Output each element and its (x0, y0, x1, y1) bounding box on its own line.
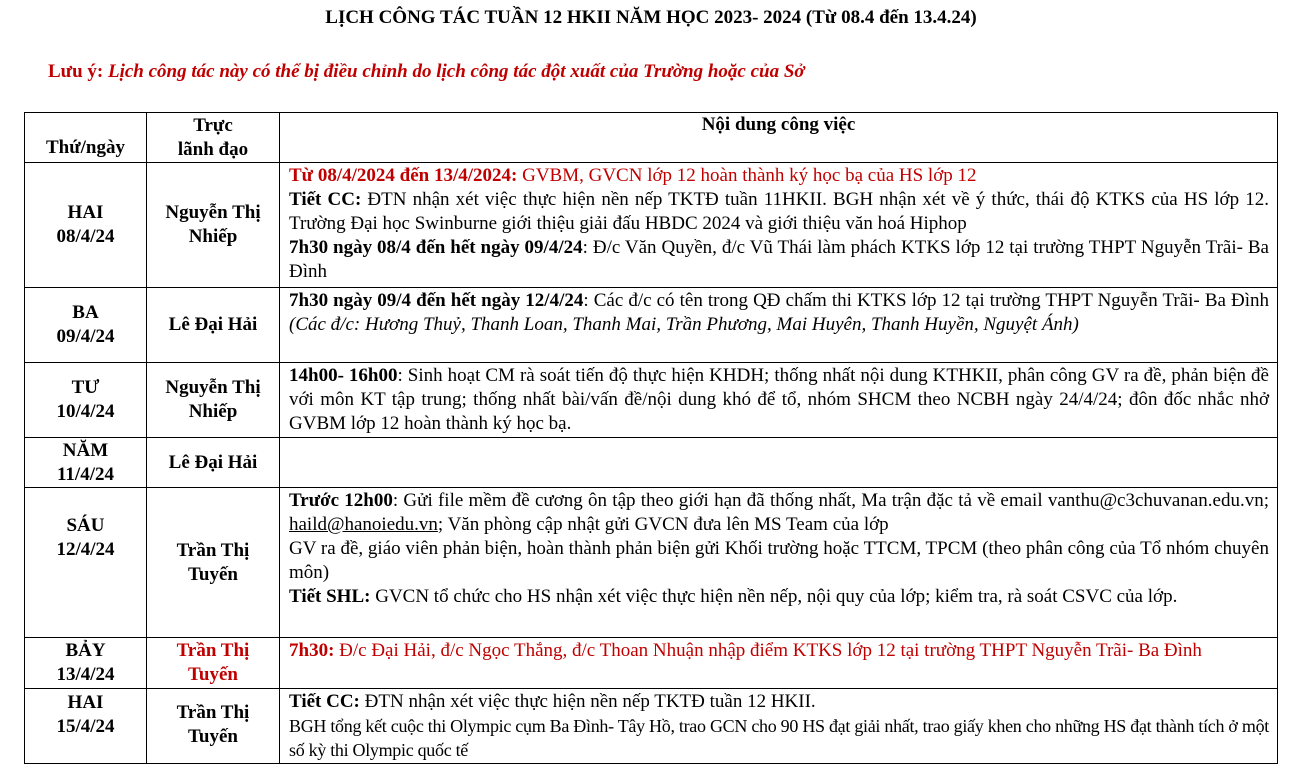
item-text: : Các đ/c có tên trong QĐ chấm thi KTKS lớp 12 tại trường THPT Nguyễn Trãi- Ba Đình (583, 290, 1270, 311)
header-content: Nội dung công việc (280, 113, 1278, 163)
item-label: 7h30: (289, 640, 335, 661)
content-cell (280, 638, 1278, 689)
table-row (25, 288, 1278, 363)
content-item (289, 489, 1269, 537)
day-date: 12/4/24 (56, 539, 115, 560)
item-text: GVBM, GVCN lớp 12 hoàn thành ký học bạ của HS lớp 12 (517, 165, 977, 186)
leader-cell (147, 363, 280, 438)
item-label: Tiết CC: (289, 189, 362, 210)
item-text: GV ra đề, giáo viên phản biện, hoàn thành phản biện gửi Khối trường hoặc TTCM, TPCM (theo phân công của Tổ nhóm chuyên môn) (289, 538, 1269, 583)
table-row (25, 363, 1278, 438)
day-cell (25, 363, 147, 438)
note (48, 60, 805, 84)
content-item (289, 639, 1269, 663)
item-text: : Gửi file mềm đề cương ôn tập theo giới hạn đã thống nhất, Ma trận đặc tả về email vanthu@c3chuvanan.edu.vn; (392, 490, 1270, 511)
content-cell (280, 288, 1278, 363)
day-name: HAI (67, 692, 104, 713)
day-date: 13/4/24 (56, 664, 115, 685)
header-day: Thứ/ngày (25, 113, 147, 163)
item-text: GVCN tổ chức cho HS nhận xét việc thực hiện nền nếp, nội quy của lớp; kiểm tra, rà soát CSVC của lớp. (370, 586, 1178, 607)
content-item (289, 714, 1269, 762)
table-row (25, 488, 1278, 638)
item-label: 7h30 ngày 09/4 đến hết ngày 12/4/24 (289, 290, 584, 311)
leader-name-line1: Trần Thị (176, 702, 250, 723)
note-text: Lịch công tác này có thể bị điều chỉnh do lịch công tác đột xuất của Trường hoặc của Sở (107, 61, 805, 82)
leader-name-line1: Nguyễn Thị (165, 202, 261, 223)
leader-name-line2: Nhiếp (188, 401, 238, 422)
content-cell (280, 689, 1278, 764)
day-cell (25, 638, 147, 689)
content-item (289, 164, 1269, 188)
item-text: ; Văn phòng cập nhật gửi GVCN đưa lên MS Team của lớp (437, 514, 889, 535)
content-cell (280, 438, 1278, 488)
item-text: : Sinh hoạt CM rà soát tiến độ thực hiện KHDH; thống nhất nội dung KTHKII, phân công GV ra đề, phản biện đề với môn KT tập trung; thống nhất bài/vấn đề/nội dung khó để tổ, nhóm SHCM theo NCBH ngày 24/4/24; đôn đốc nhắc nhở GVBM lớp 12 hoàn thành ký học bạ. (289, 365, 1269, 434)
day-name: BA (72, 302, 99, 323)
table-row (25, 689, 1278, 764)
day-date: 08/4/24 (56, 226, 115, 247)
leader-name-line1: Lê Đại Hải (168, 314, 258, 335)
item-text: Đ/c Đại Hải, đ/c Ngọc Thắng, đ/c Thoan Nhuận nhập điểm KTKS lớp 12 tại trường THPT Nguyễn Trãi- Ba Đình (334, 640, 1202, 661)
content-item (289, 236, 1269, 284)
content-item (289, 537, 1269, 585)
page-title: LỊCH CÔNG TÁC TUẦN 12 HKII NĂM HỌC 2023- 2024 (Từ 08.4 đến 13.4.24) (325, 7, 977, 28)
item-label: Từ 08/4/2024 đến 13/4/2024: (289, 165, 518, 186)
table-row (25, 438, 1278, 488)
content-item (289, 585, 1269, 609)
day-date: 11/4/24 (56, 463, 114, 485)
content-cell (280, 163, 1278, 288)
day-cell (25, 438, 147, 488)
day-cell (25, 689, 147, 764)
day-name: NĂM (62, 439, 109, 461)
day-cell (25, 488, 147, 638)
leader-name-line2: Nhiếp (188, 226, 238, 247)
leader-cell (147, 163, 280, 288)
content-cell (280, 488, 1278, 638)
content-item (289, 690, 1269, 714)
day-name: BẢY (65, 640, 106, 661)
day-name: HAI (67, 202, 104, 223)
item-text: ĐTN nhận xét việc thực hiện nền nếp TKTĐ tuần 12 HKII. (359, 691, 816, 712)
item-label: Tiết SHL: (289, 586, 371, 607)
schedule-table (24, 112, 1278, 764)
item-text: BGH tổng kết cuộc thi Olympic cụm Ba Đình- Tây Hồ, trao GCN cho 90 HS đạt giải nhất, trao giấy khen cho những HS đạt thành tích ở một số kỳ thi Olympic quốc tế (289, 716, 1269, 760)
item-text: ĐTN nhận xét việc thực hiện nền nếp TKTĐ tuần 11HKII. BGH nhận xét về ý thức, thái độ KTKS của HS lớp 12. Trường Đại học Swinburne giới thiệu giải đấu HBDC 2024 và giới thiệu văn hoá Hiphop (289, 189, 1269, 234)
leader-cell (147, 438, 280, 488)
day-date: 10/4/24 (56, 401, 115, 422)
leader-name-line1: Nguyễn Thị (165, 377, 261, 398)
leader-name-line1: Lê Đại Hải (168, 451, 258, 473)
content-item (289, 188, 1269, 236)
item-label: Tiết CC: (289, 691, 360, 712)
day-name: SÁU (66, 515, 105, 536)
leader-name-line2: Tuyến (188, 726, 238, 747)
leader-cell (147, 488, 280, 638)
email-link[interactable]: haild@hanoiedu.vn (289, 514, 438, 535)
day-date: 15/4/24 (56, 716, 115, 737)
leader-name-line1: Trần Thị (176, 539, 250, 561)
item-label: Trước 12h00 (289, 490, 393, 511)
item-label: 7h30 ngày 08/4 đến hết ngày 09/4/24 (289, 237, 583, 258)
day-name: TƯ (71, 377, 100, 398)
header-leader-line2: lãnh đạo (177, 138, 249, 160)
item-italic-note: (Các đ/c: Hương Thuỷ, Thanh Loan, Thanh Mai, Trần Phương, Mai Huyên, Thanh Huyền, Nguyệt Ánh) (289, 314, 1079, 335)
day-cell (25, 163, 147, 288)
item-label: 14h00- 16h00 (289, 365, 398, 386)
table-row (25, 163, 1278, 288)
leader-name-line2: Tuyến (188, 664, 238, 685)
table-row (25, 638, 1278, 689)
day-date: 09/4/24 (56, 326, 115, 347)
content-item (289, 289, 1269, 337)
item-text: : Đ/c Văn Quyền, đ/c Vũ Thái làm phách KTKS lớp 12 tại trường THPT Nguyễn Trãi- Ba Đình (289, 237, 1269, 282)
day-cell (25, 288, 147, 363)
note-label: Lưu ý: (48, 61, 104, 82)
leader-cell (147, 689, 280, 764)
leader-cell (147, 638, 280, 689)
content-item (289, 364, 1269, 436)
content-cell (280, 363, 1278, 438)
leader-name-line1: Trần Thị (176, 640, 250, 661)
header-leader-line1: Trực (193, 114, 233, 136)
header-leader (147, 113, 280, 163)
leader-name-line2: Tuyến (188, 563, 238, 585)
leader-cell (147, 288, 280, 363)
